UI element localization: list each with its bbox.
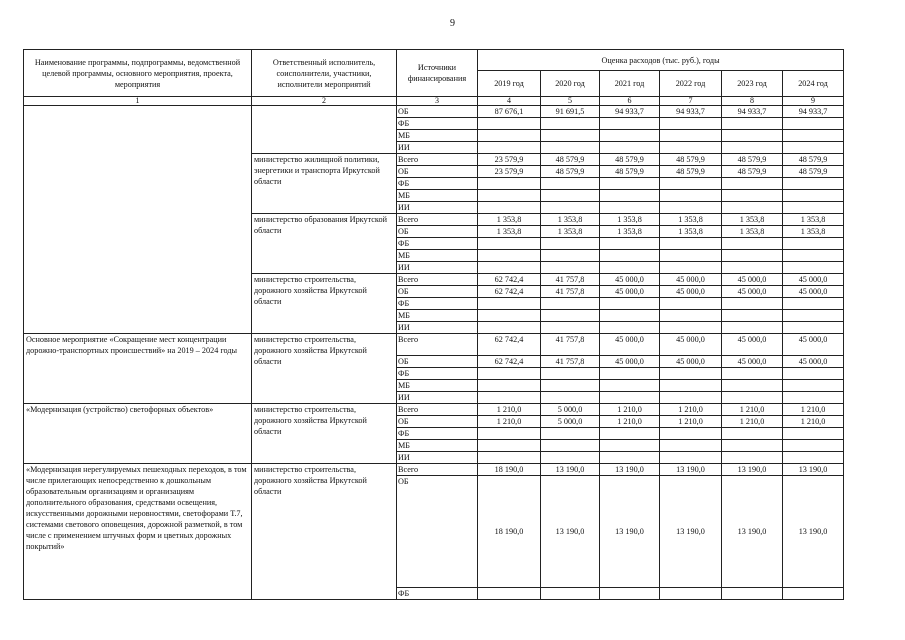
activity-name-cell: Основное мероприятие «Сокращение мест концентрации дорожно-транспортных происшествий» на 2019 – 2024 годы [24, 334, 252, 404]
value-cell [783, 250, 844, 262]
header-year: 2021 год [600, 71, 660, 97]
value-cell: 45 000,0 [660, 356, 722, 368]
value-cell [783, 130, 844, 142]
executor-cell: министерство строительства, дорожного хозяйства Иркутской области [252, 464, 397, 600]
column-number: 4 [478, 97, 541, 106]
value-cell: 48 579,9 [600, 154, 660, 166]
column-number: 1 [24, 97, 252, 106]
value-cell [600, 380, 660, 392]
value-cell: 48 579,9 [541, 166, 600, 178]
header-costs: Оценка расходов (тыс. руб.), годы [478, 50, 844, 71]
value-cell: 1 353,8 [478, 226, 541, 238]
value-cell [541, 588, 600, 600]
value-cell: 87 676,1 [478, 106, 541, 118]
value-cell: 45 000,0 [722, 356, 783, 368]
value-cell: 94 933,7 [783, 106, 844, 118]
value-cell [722, 202, 783, 214]
value-cell: 45 000,0 [783, 286, 844, 298]
value-cell [478, 142, 541, 154]
value-cell [478, 262, 541, 274]
funding-source-cell: МБ [397, 130, 478, 142]
value-cell: 13 190,0 [722, 476, 783, 588]
value-cell: 45 000,0 [600, 334, 660, 356]
value-cell: 45 000,0 [783, 274, 844, 286]
header-year: 2023 год [722, 71, 783, 97]
page-number: 9 [450, 18, 455, 29]
value-cell [600, 368, 660, 380]
value-cell [722, 392, 783, 404]
executor-cell: министерство строительства, дорожного хозяйства Иркутской области [252, 274, 397, 334]
value-cell [783, 178, 844, 190]
column-number: 3 [397, 97, 478, 106]
value-cell [722, 428, 783, 440]
value-cell [660, 322, 722, 334]
value-cell: 45 000,0 [600, 274, 660, 286]
executor-cell: министерство образования Иркутской области [252, 214, 397, 274]
value-cell [722, 310, 783, 322]
funding-source-cell: Всего [397, 274, 478, 286]
value-cell: 1 353,8 [541, 226, 600, 238]
value-cell [541, 322, 600, 334]
value-cell [541, 368, 600, 380]
value-cell [600, 392, 660, 404]
value-cell [600, 452, 660, 464]
value-cell [541, 178, 600, 190]
value-cell [478, 380, 541, 392]
value-cell [478, 130, 541, 142]
value-cell: 41 757,8 [541, 286, 600, 298]
table-row [24, 106, 844, 118]
value-cell [722, 130, 783, 142]
value-cell [541, 440, 600, 452]
funding-source-cell: Всего [397, 464, 478, 476]
value-cell [783, 588, 844, 600]
value-cell: 62 742,4 [478, 274, 541, 286]
value-cell: 62 742,4 [478, 334, 541, 356]
value-cell [541, 298, 600, 310]
header-name: Наименование программы, подпрограммы, ведомственной целевой программы, основного мероприятия, проекта, мероприятия [24, 50, 252, 97]
value-cell: 13 190,0 [541, 464, 600, 476]
executor-cell: министерство строительства, дорожного хозяйства Иркутской области [252, 334, 397, 404]
value-cell [722, 588, 783, 600]
funding-source-cell: ИИ [397, 322, 478, 334]
value-cell [541, 380, 600, 392]
value-cell [660, 440, 722, 452]
value-cell: 45 000,0 [660, 334, 722, 356]
value-cell [722, 118, 783, 130]
value-cell: 1 210,0 [660, 404, 722, 416]
value-cell: 91 691,5 [541, 106, 600, 118]
value-cell: 1 210,0 [478, 416, 541, 428]
value-cell [660, 202, 722, 214]
value-cell [600, 588, 660, 600]
value-cell: 13 190,0 [660, 476, 722, 588]
value-cell [541, 250, 600, 262]
value-cell: 94 933,7 [600, 106, 660, 118]
value-cell [783, 298, 844, 310]
value-cell: 48 579,9 [600, 166, 660, 178]
value-cell: 1 210,0 [783, 416, 844, 428]
table-row [24, 464, 844, 476]
value-cell [722, 452, 783, 464]
value-cell: 45 000,0 [783, 356, 844, 368]
value-cell [660, 298, 722, 310]
value-cell: 62 742,4 [478, 356, 541, 368]
value-cell: 94 933,7 [722, 106, 783, 118]
value-cell: 1 353,8 [541, 214, 600, 226]
value-cell [541, 202, 600, 214]
funding-source-cell: ФБ [397, 178, 478, 190]
value-cell [478, 368, 541, 380]
value-cell [541, 190, 600, 202]
funding-source-cell: МБ [397, 440, 478, 452]
value-cell [783, 202, 844, 214]
value-cell: 18 190,0 [478, 476, 541, 588]
value-cell [660, 380, 722, 392]
funding-source-cell: ОБ [397, 476, 478, 588]
value-cell [541, 142, 600, 154]
funding-source-cell: МБ [397, 190, 478, 202]
funding-source-cell: ИИ [397, 142, 478, 154]
value-cell [541, 310, 600, 322]
funding-source-cell: ФБ [397, 428, 478, 440]
value-cell [660, 262, 722, 274]
funding-source-cell: Всего [397, 214, 478, 226]
value-cell: 1 353,8 [660, 214, 722, 226]
value-cell [783, 368, 844, 380]
value-cell [660, 392, 722, 404]
value-cell [722, 250, 783, 262]
value-cell [600, 262, 660, 274]
value-cell: 1 210,0 [660, 416, 722, 428]
column-number: 5 [541, 97, 600, 106]
value-cell: 48 579,9 [783, 166, 844, 178]
column-number: 7 [660, 97, 722, 106]
value-cell [541, 118, 600, 130]
value-cell [478, 452, 541, 464]
value-cell [478, 250, 541, 262]
value-cell: 23 579,9 [478, 154, 541, 166]
value-cell [722, 380, 783, 392]
value-cell [660, 588, 722, 600]
column-number: 6 [600, 97, 660, 106]
value-cell: 13 190,0 [722, 464, 783, 476]
value-cell [660, 178, 722, 190]
value-cell [600, 178, 660, 190]
value-cell [722, 298, 783, 310]
activity-name-cell: «Модернизация нерегулируемых пешеходных переходов, в том числе прилегающих непосредственно к дошкольным образовательным организациям и организациям дополнительного образования, средствами освещения, искусственными дорожными неровностями, светофорами Т.7, системами светового оповещения, дорожной разметкой, в том числе с применением штучных форм и цветных дорожных покрытий» [24, 464, 252, 600]
value-cell [541, 262, 600, 274]
funding-source-cell: МБ [397, 380, 478, 392]
value-cell: 5 000,0 [541, 404, 600, 416]
value-cell [600, 250, 660, 262]
value-cell: 48 579,9 [660, 154, 722, 166]
value-cell [660, 368, 722, 380]
value-cell [722, 178, 783, 190]
value-cell [600, 322, 660, 334]
funding-source-cell: ИИ [397, 202, 478, 214]
value-cell [478, 298, 541, 310]
header-year: 2020 год [541, 71, 600, 97]
budget-table [23, 49, 844, 600]
funding-source-cell: ИИ [397, 452, 478, 464]
value-cell [600, 310, 660, 322]
value-cell [660, 310, 722, 322]
value-cell [478, 190, 541, 202]
value-cell: 94 933,7 [660, 106, 722, 118]
value-cell: 18 190,0 [478, 464, 541, 476]
value-cell [478, 178, 541, 190]
value-cell [783, 452, 844, 464]
funding-source-cell: МБ [397, 310, 478, 322]
value-cell [722, 322, 783, 334]
value-cell: 13 190,0 [600, 476, 660, 588]
funding-source-cell: Всего [397, 154, 478, 166]
value-cell [600, 440, 660, 452]
executor-cell: министерство жилищной политики, энергетики и транспорта Иркутской области [252, 154, 397, 214]
funding-source-cell: ОБ [397, 106, 478, 118]
value-cell: 1 210,0 [478, 404, 541, 416]
value-cell [541, 452, 600, 464]
value-cell [783, 190, 844, 202]
value-cell: 48 579,9 [722, 166, 783, 178]
header-source: Источники финансирования [397, 50, 478, 97]
executor-cell: министерство строительства, дорожного хозяйства Иркутской области [252, 404, 397, 464]
value-cell: 45 000,0 [660, 286, 722, 298]
table-row [24, 404, 844, 416]
value-cell [722, 262, 783, 274]
value-cell [660, 190, 722, 202]
value-cell: 1 353,8 [722, 226, 783, 238]
funding-source-cell: Всего [397, 404, 478, 416]
value-cell: 41 757,8 [541, 274, 600, 286]
value-cell: 1 353,8 [478, 214, 541, 226]
funding-source-cell: Всего [397, 334, 478, 356]
value-cell: 1 210,0 [722, 404, 783, 416]
value-cell [722, 368, 783, 380]
column-number: 9 [783, 97, 844, 106]
value-cell: 41 757,8 [541, 356, 600, 368]
value-cell [660, 130, 722, 142]
value-cell: 13 190,0 [783, 464, 844, 476]
value-cell: 13 190,0 [783, 476, 844, 588]
value-cell: 48 579,9 [660, 166, 722, 178]
value-cell [478, 322, 541, 334]
value-cell [478, 428, 541, 440]
value-cell [478, 588, 541, 600]
value-cell [722, 440, 783, 452]
value-cell: 1 353,8 [600, 214, 660, 226]
value-cell: 13 190,0 [660, 464, 722, 476]
funding-source-cell: МБ [397, 250, 478, 262]
funding-source-cell: ОБ [397, 226, 478, 238]
value-cell: 1 353,8 [783, 214, 844, 226]
funding-source-cell: ИИ [397, 262, 478, 274]
funding-source-cell: ФБ [397, 298, 478, 310]
value-cell: 1 353,8 [600, 226, 660, 238]
value-cell [660, 428, 722, 440]
activity-name-cell [24, 106, 252, 334]
value-cell [600, 298, 660, 310]
value-cell: 23 579,9 [478, 166, 541, 178]
value-cell [600, 238, 660, 250]
value-cell: 45 000,0 [722, 334, 783, 356]
value-cell [478, 238, 541, 250]
value-cell [541, 428, 600, 440]
value-cell [541, 238, 600, 250]
funding-source-cell: ФБ [397, 368, 478, 380]
value-cell [783, 440, 844, 452]
table-body [24, 106, 844, 600]
table-row [24, 334, 844, 356]
value-cell [478, 202, 541, 214]
value-cell [783, 142, 844, 154]
value-cell: 1 210,0 [783, 404, 844, 416]
funding-source-cell: ОБ [397, 416, 478, 428]
value-cell: 1 210,0 [600, 404, 660, 416]
value-cell: 41 757,8 [541, 334, 600, 356]
value-cell [541, 392, 600, 404]
value-cell [478, 440, 541, 452]
value-cell: 45 000,0 [600, 356, 660, 368]
value-cell [600, 202, 660, 214]
column-number: 8 [722, 97, 783, 106]
value-cell [783, 310, 844, 322]
header-executor: Ответственный исполнитель, соисполнители, участники, исполнители мероприятий [252, 50, 397, 97]
value-cell: 45 000,0 [783, 334, 844, 356]
value-cell [783, 428, 844, 440]
value-cell: 45 000,0 [722, 274, 783, 286]
value-cell [783, 118, 844, 130]
funding-source-cell: ОБ [397, 166, 478, 178]
funding-source-cell: ФБ [397, 588, 478, 600]
value-cell [783, 322, 844, 334]
value-cell [600, 118, 660, 130]
value-cell: 1 353,8 [660, 226, 722, 238]
value-cell [541, 130, 600, 142]
value-cell [600, 142, 660, 154]
value-cell: 62 742,4 [478, 286, 541, 298]
value-cell: 5 000,0 [541, 416, 600, 428]
funding-source-cell: ИИ [397, 392, 478, 404]
funding-source-cell: ОБ [397, 356, 478, 368]
header-year: 2019 год [478, 71, 541, 97]
value-cell [783, 392, 844, 404]
value-cell [478, 118, 541, 130]
value-cell: 1 210,0 [722, 416, 783, 428]
value-cell [478, 310, 541, 322]
value-cell: 13 190,0 [600, 464, 660, 476]
value-cell: 48 579,9 [541, 154, 600, 166]
executor-cell [252, 106, 397, 154]
funding-source-cell: ФБ [397, 118, 478, 130]
value-cell [722, 190, 783, 202]
value-cell [660, 142, 722, 154]
value-cell [783, 238, 844, 250]
header-year: 2022 год [660, 71, 722, 97]
value-cell [600, 130, 660, 142]
activity-name-cell: «Модернизация (устройство) светофорных объектов» [24, 404, 252, 464]
value-cell [660, 238, 722, 250]
value-cell: 13 190,0 [541, 476, 600, 588]
value-cell: 45 000,0 [660, 274, 722, 286]
value-cell [660, 250, 722, 262]
value-cell [783, 380, 844, 392]
value-cell [660, 452, 722, 464]
value-cell [600, 190, 660, 202]
value-cell: 45 000,0 [600, 286, 660, 298]
value-cell [600, 428, 660, 440]
funding-source-cell: ОБ [397, 286, 478, 298]
column-number: 2 [252, 97, 397, 106]
value-cell: 48 579,9 [722, 154, 783, 166]
funding-source-cell: ФБ [397, 238, 478, 250]
value-cell: 48 579,9 [783, 154, 844, 166]
value-cell [660, 118, 722, 130]
value-cell [783, 262, 844, 274]
header-year: 2024 год [783, 71, 844, 97]
value-cell: 45 000,0 [722, 286, 783, 298]
value-cell [722, 238, 783, 250]
value-cell [478, 392, 541, 404]
value-cell: 1 353,8 [783, 226, 844, 238]
value-cell [722, 142, 783, 154]
value-cell: 1 353,8 [722, 214, 783, 226]
value-cell: 1 210,0 [600, 416, 660, 428]
